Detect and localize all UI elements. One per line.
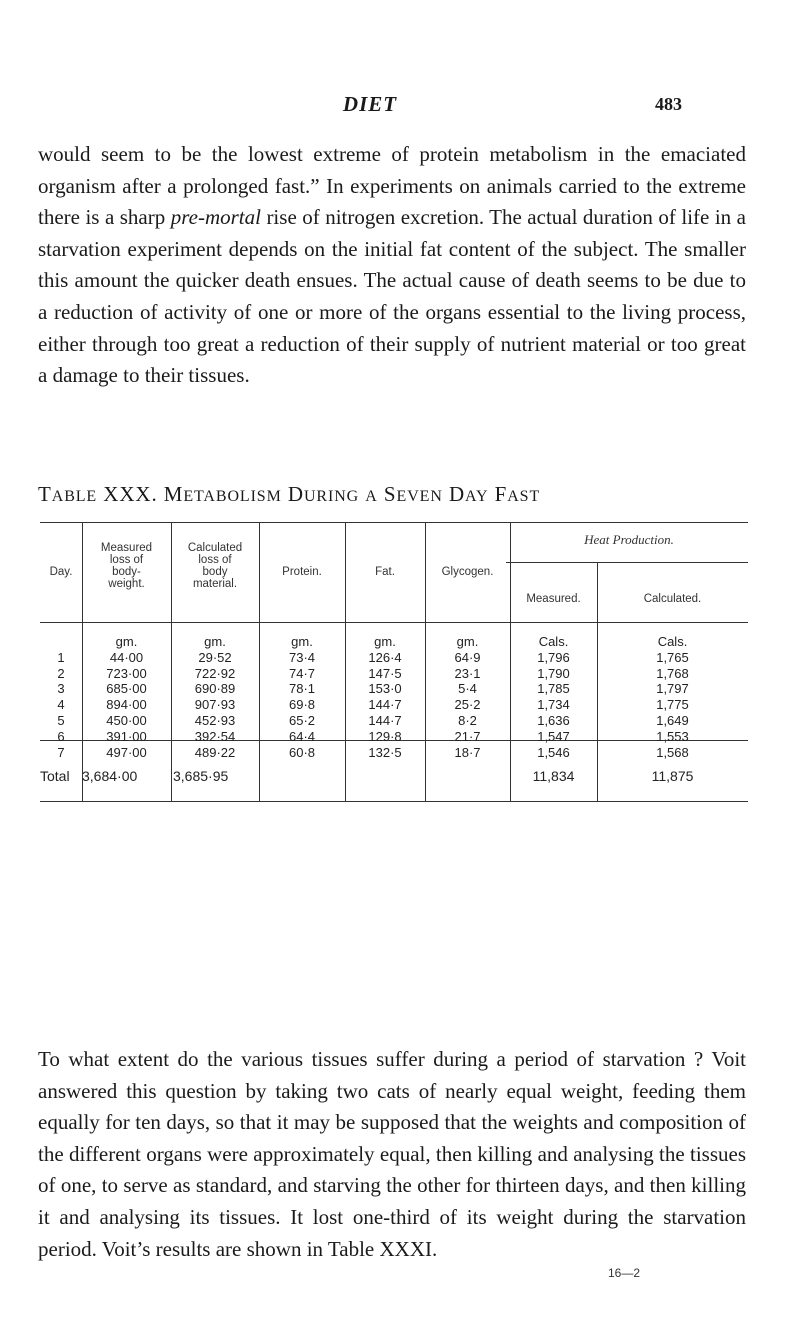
signature-mark: 16—2 [608, 1266, 641, 1280]
column-fat: gm. 126·4 147·5 153·0 144·7 144·7 129·8 132·5 [368, 634, 402, 760]
header-bottom-rule [40, 622, 748, 623]
paragraph-1 [38, 139, 746, 392]
heat-subheader-rule [506, 562, 748, 563]
paragraph-1-text-a: would seem to be the lowest extreme of protein metabolism in the emaciated organism after a prolonged fast.” In experiments on animals carried to the extreme there is a sharp [38, 142, 746, 230]
running-head [0, 92, 800, 122]
column-protein: gm. 73·4 74·7 78·1 69·8 65·2 64·4 60·8 [288, 634, 316, 760]
column-day: 1 2 3 4 5 6 7 [57, 649, 65, 760]
header-fat: Fat. [375, 566, 395, 578]
total-calculated-loss: 3,685·95 [173, 768, 229, 784]
total-heat-measured: 11,834 [532, 768, 575, 784]
header-heat-calculated: Calculated. [643, 593, 702, 605]
header-day: Day. [49, 566, 73, 578]
header-protein: Protein. [282, 566, 322, 578]
table-title: TABLE XXX. METABOLISM DURING A SEVEN DAY FAST [38, 482, 541, 506]
header-heat-measured: Measured. [526, 593, 581, 605]
paragraph-1-emphasis: pre-mortal [170, 205, 261, 230]
header-glycogen: Glycogen. [441, 566, 494, 578]
column-heat-calculated: Cals. 1,765 1,768 1,797 1,775 1,649 1,553 1,568 [656, 634, 689, 760]
column-measured-loss: gm. 44·00 723·00 685·00 894·00 450·00 391·00 497·00 [106, 634, 147, 760]
metabolism-table [40, 522, 748, 804]
paragraph-2-text: To what extent do the various tissues suffer during a period of starvation ? Voit answered this question by taking two cats of nearly equal weight, feeding them equally for ten days, so that it may be supposed that the weights and composition of the different organs were approximately equal, then killing and analysing the tissues of one, to serve as standard, and starving the other for thirteen days, and then killing it and analysing its tissues. It lost one-third of its weight during the starvation period. Voit’s results are shown in Table XXXI. [38, 1047, 746, 1261]
total-heat-calculated: 11,875 [651, 768, 694, 784]
column-glycogen: gm. 64·9 23·1 5·4 25·2 8·2 21·7 18·7 [454, 634, 481, 760]
total-measured-loss: 3,684·00 [82, 768, 138, 784]
column-calculated-loss: gm. 29·52 722·92 690·89 907·93 452·93 392·54 489·22 [194, 634, 236, 760]
paragraph-1-text-b: rise of nitrogen excretion. The actual duration of life in a starvation experiment depends on the initial fat content of the subject. The smaller this amount the quicker death ensues. The actual cause of death seems to be due to a reduction of activity of one or more of the organs essential to the living process, either through too great a reduction of their supply of nutrient material or too great a damage to their tissues. [38, 205, 746, 388]
header-heat-production: Heat Production. [584, 532, 674, 547]
table-top-rule [40, 522, 748, 523]
page-number: 483 [655, 94, 682, 114]
column-heat-measured: Cals. 1,796 1,790 1,785 1,734 1,636 1,547 1,546 [537, 634, 570, 760]
paragraph-2 [38, 1044, 746, 1265]
header-calculated-loss: Calculated loss of body material. [187, 542, 243, 590]
total-label: Total [40, 768, 70, 784]
running-head-title: DIET [342, 92, 398, 116]
header-measured-loss: Measured loss of body- weight. [100, 542, 153, 590]
table-bottom-rule [40, 801, 748, 802]
